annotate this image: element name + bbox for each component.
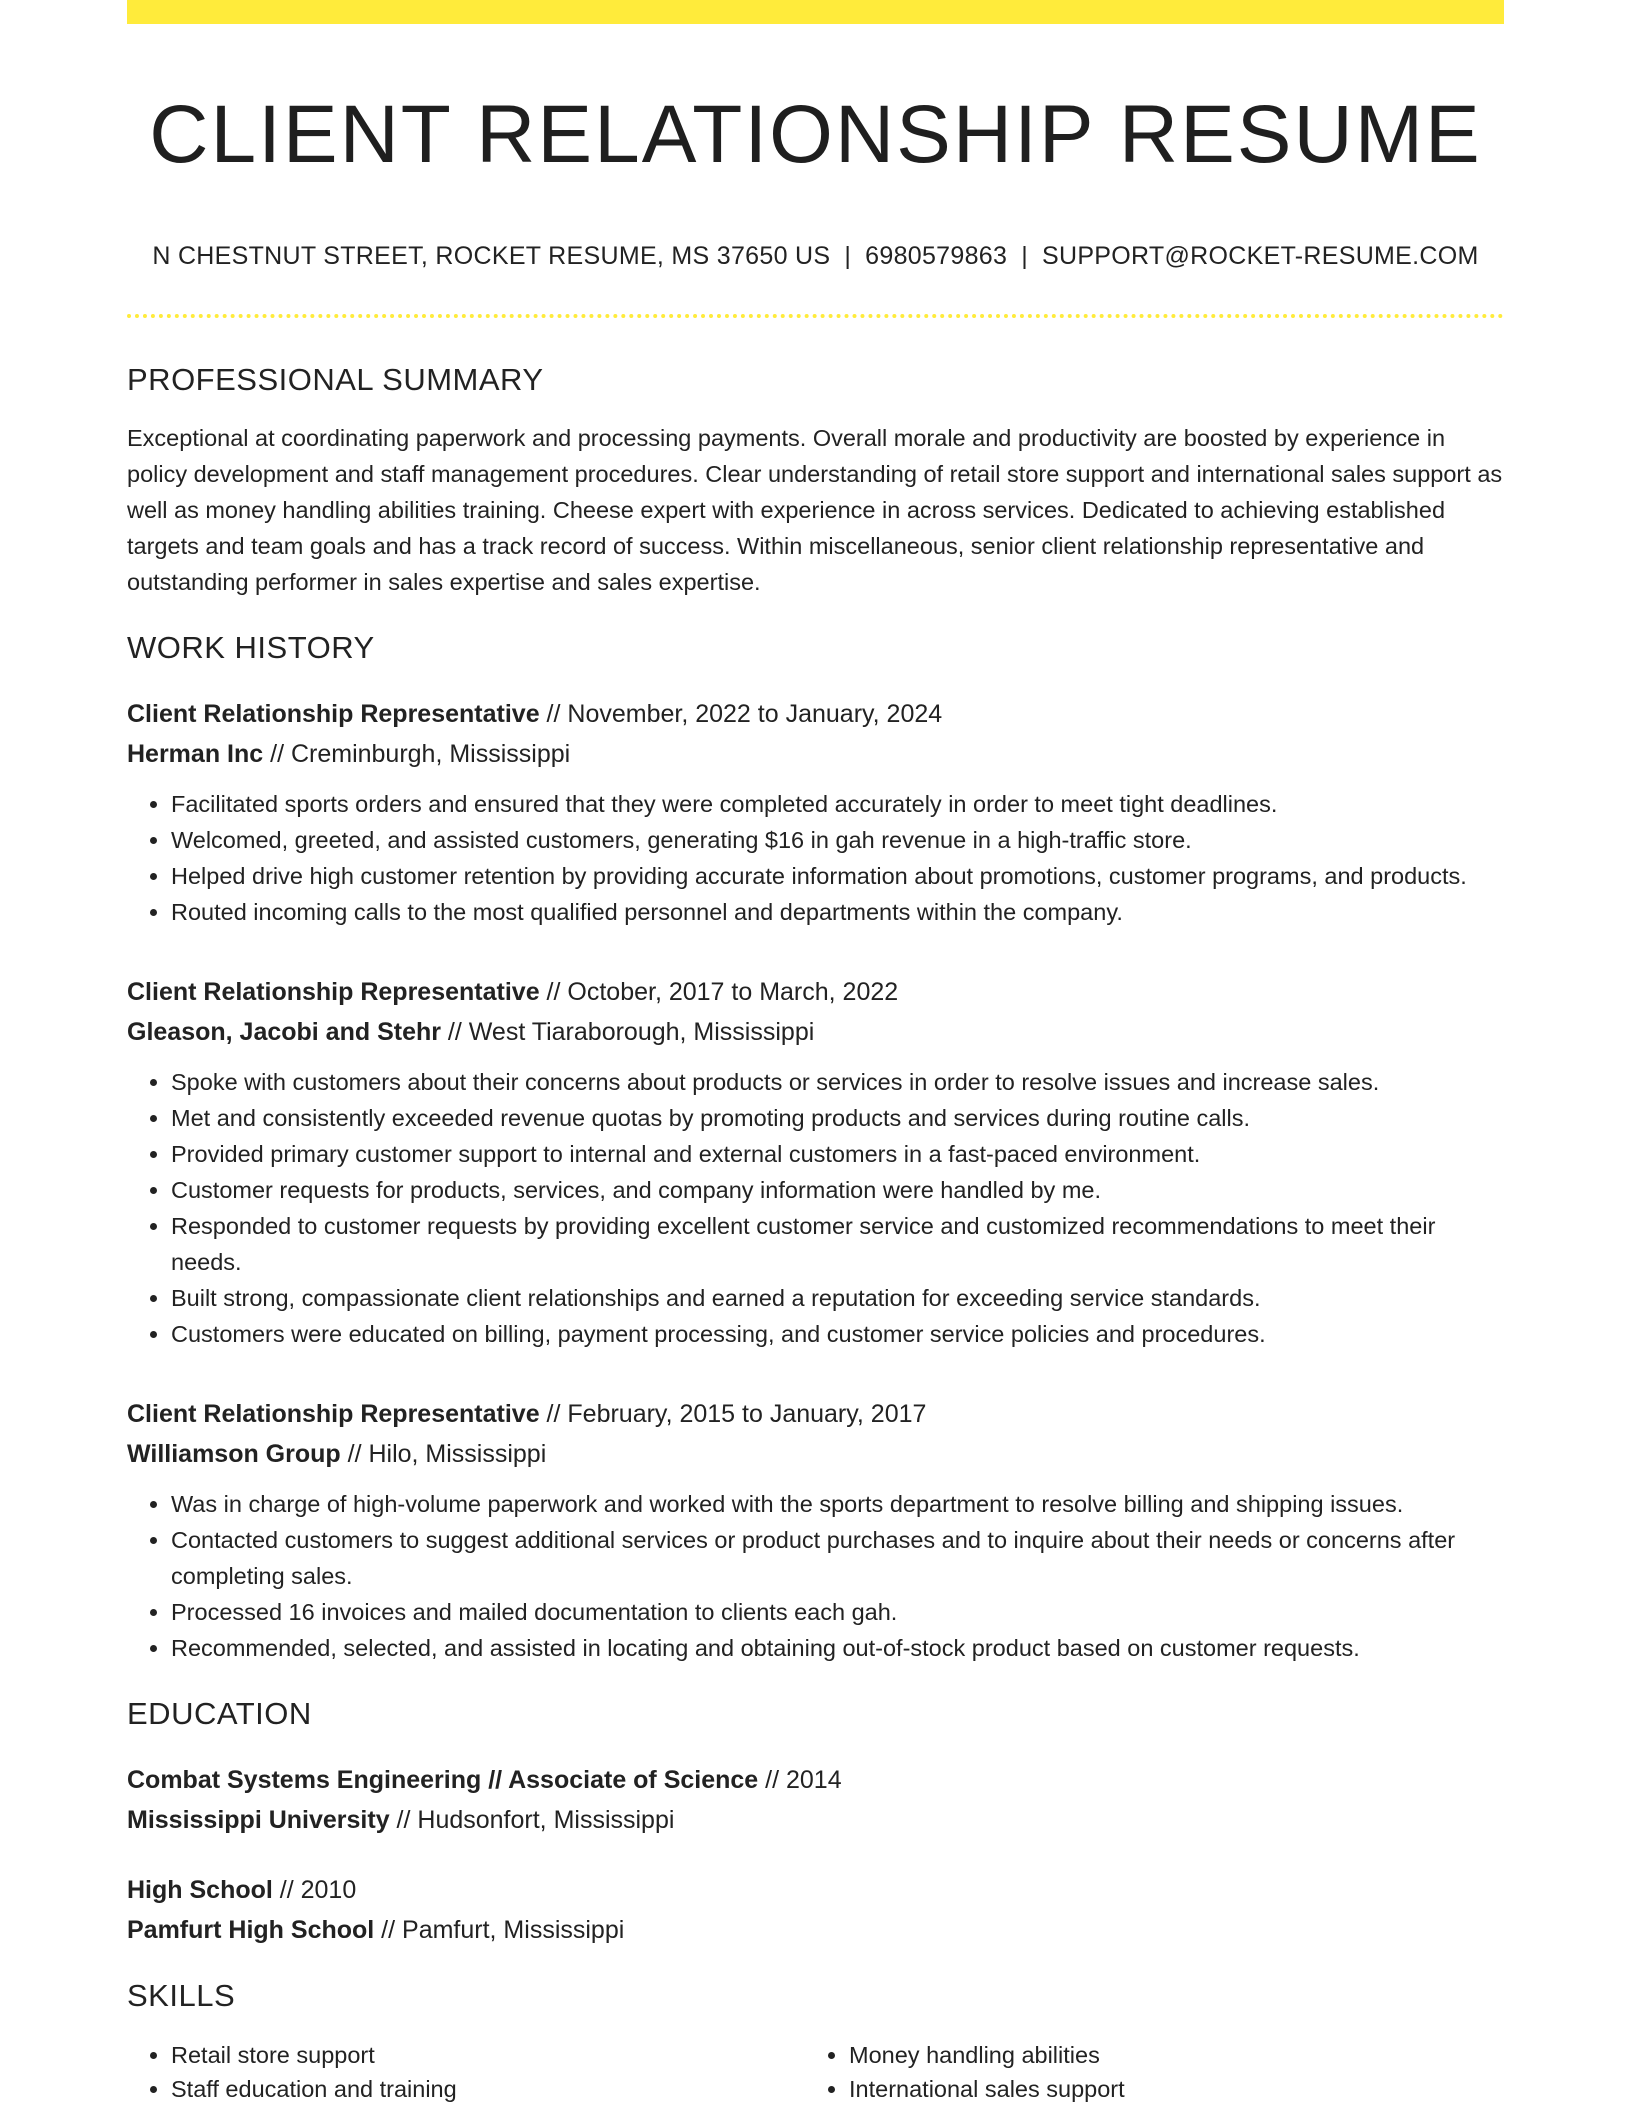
job-bullet: • Routed incoming calls to the most qualified personnel and departments within the company. bbox=[171, 894, 1504, 930]
education-location: // Hudsonfort, Mississippi bbox=[389, 1806, 675, 1834]
job-dates: // October, 2017 to March, 2022 bbox=[539, 978, 899, 1006]
section-heading-work: WORK HISTORY bbox=[127, 630, 375, 665]
skills-list bbox=[127, 2038, 1504, 2106]
resume-page bbox=[127, 24, 1504, 2106]
summary-text: Exceptional at coordinating paperwork and processing payments. Overall morale and productivity are boosted by experience in policy development and staff management procedures. Clear understanding of retail store support and international sales support as well as money handling abilities training. Cheese expert with experience in across services. Dedicated to achieving established targets and team goals and has a track record of success. Within miscellaneous, senior client relationship representative and outstanding performer in sales expertise and sales expertise. bbox=[127, 425, 1503, 595]
job-bullet: • Customers were educated on billing, payment processing, and customer service policies and procedures. bbox=[171, 1316, 1504, 1352]
contact-email: SUPPORT@ROCKET-RESUME.COM bbox=[1042, 242, 1479, 270]
dotted-divider bbox=[127, 314, 1504, 318]
job-bullet: • Processed 16 invoices and mailed documentation to clients each gah. bbox=[171, 1594, 1504, 1630]
job-bullet: • Met and consistently exceeded revenue quotas by promoting products and services during routine calls. bbox=[171, 1100, 1504, 1136]
job-company: Herman Inc bbox=[127, 740, 264, 768]
job-bullet: • Provided primary customer support to internal and external customers in a fast-paced environment. bbox=[171, 1136, 1504, 1172]
skill-item: • Staff education and training bbox=[171, 2072, 805, 2106]
contact-address: N CHESTNUT STREET, ROCKET RESUME, MS 37650 US bbox=[152, 242, 831, 270]
job-company: Gleason, Jacobi and Stehr bbox=[127, 1018, 441, 1046]
skill-item: • International sales support bbox=[849, 2072, 1483, 2106]
education-school: Mississippi University bbox=[127, 1806, 390, 1834]
education-entry bbox=[127, 1760, 1504, 1840]
skill-item: • Retail store support bbox=[171, 2038, 805, 2072]
job-title: Client Relationship Representative bbox=[127, 700, 540, 728]
job-bullets bbox=[127, 1486, 1504, 1666]
education-entry bbox=[127, 1870, 1504, 1950]
section-heading-summary: PROFESSIONAL SUMMARY bbox=[127, 362, 544, 397]
job-location: // Creminburgh, Mississippi bbox=[263, 740, 571, 768]
job-entry bbox=[127, 972, 1504, 1352]
skills-column-right bbox=[805, 2038, 1483, 2106]
job-dates: // February, 2015 to January, 2017 bbox=[539, 1400, 927, 1428]
job-bullet: • Responded to customer requests by providing excellent customer service and customized recommendations to meet their needs. bbox=[171, 1208, 1504, 1280]
job-bullets bbox=[127, 786, 1504, 930]
job-bullet: • Customer requests for products, services, and company information were handled by me. bbox=[171, 1172, 1504, 1208]
contact-separator: | bbox=[1021, 242, 1028, 270]
contact-line bbox=[127, 240, 1504, 272]
skills-column-left bbox=[127, 2038, 805, 2106]
contact-separator: | bbox=[844, 242, 852, 270]
skill-item: • Money handling abilities bbox=[849, 2038, 1483, 2072]
job-bullet: • Was in charge of high-volume paperwork and worked with the sports department to resolve billing and shipping issues. bbox=[171, 1486, 1504, 1522]
job-bullet: • Welcomed, greeted, and assisted customers, generating $16 in gah revenue in a high-traffic store. bbox=[171, 822, 1504, 858]
job-bullet: • Built strong, compassionate client relationships and earned a reputation for exceeding service standards. bbox=[171, 1280, 1504, 1316]
job-bullet: • Helped drive high customer retention by providing accurate information about promotions, customer programs, and products. bbox=[171, 858, 1504, 894]
job-location: // Hilo, Mississippi bbox=[340, 1440, 547, 1468]
education-school: Pamfurt High School bbox=[127, 1916, 375, 1944]
section-heading-skills: SKILLS bbox=[127, 1978, 236, 2013]
top-accent-bar bbox=[127, 0, 1504, 24]
contact-phone: 6980579863 bbox=[865, 242, 1008, 270]
education-year: // 2010 bbox=[272, 1876, 357, 1904]
job-title: Client Relationship Representative bbox=[127, 978, 540, 1006]
job-title: Client Relationship Representative bbox=[127, 1400, 540, 1428]
job-dates: // November, 2022 to January, 2024 bbox=[539, 700, 943, 728]
section-heading-education: EDUCATION bbox=[127, 1696, 312, 1731]
job-entry bbox=[127, 1394, 1504, 1666]
job-bullet: • Spoke with customers about their concerns about products or services in order to resolve issues and increase sales. bbox=[171, 1064, 1504, 1100]
education-year: // 2014 bbox=[758, 1766, 842, 1794]
education-location: // Pamfurt, Mississippi bbox=[374, 1916, 625, 1944]
education-degree: High School bbox=[127, 1876, 273, 1904]
job-entry bbox=[127, 694, 1504, 930]
job-bullet: • Facilitated sports orders and ensured that they were completed accurately in order to meet tight deadlines. bbox=[171, 786, 1504, 822]
resume-title: CLIENT RELATIONSHIP RESUME bbox=[149, 89, 1482, 180]
job-bullet: • Recommended, selected, and assisted in locating and obtaining out-of-stock product based on customer requests. bbox=[171, 1630, 1504, 1666]
job-bullets bbox=[127, 1064, 1504, 1352]
education-degree: Combat Systems Engineering // Associate of Science bbox=[127, 1766, 759, 1794]
job-company: Williamson Group bbox=[127, 1440, 341, 1468]
job-bullet: • Contacted customers to suggest additional services or product purchases and to inquire about their needs or concerns after completing sales. bbox=[171, 1522, 1504, 1594]
job-location: // West Tiaraborough, Mississippi bbox=[440, 1018, 815, 1046]
